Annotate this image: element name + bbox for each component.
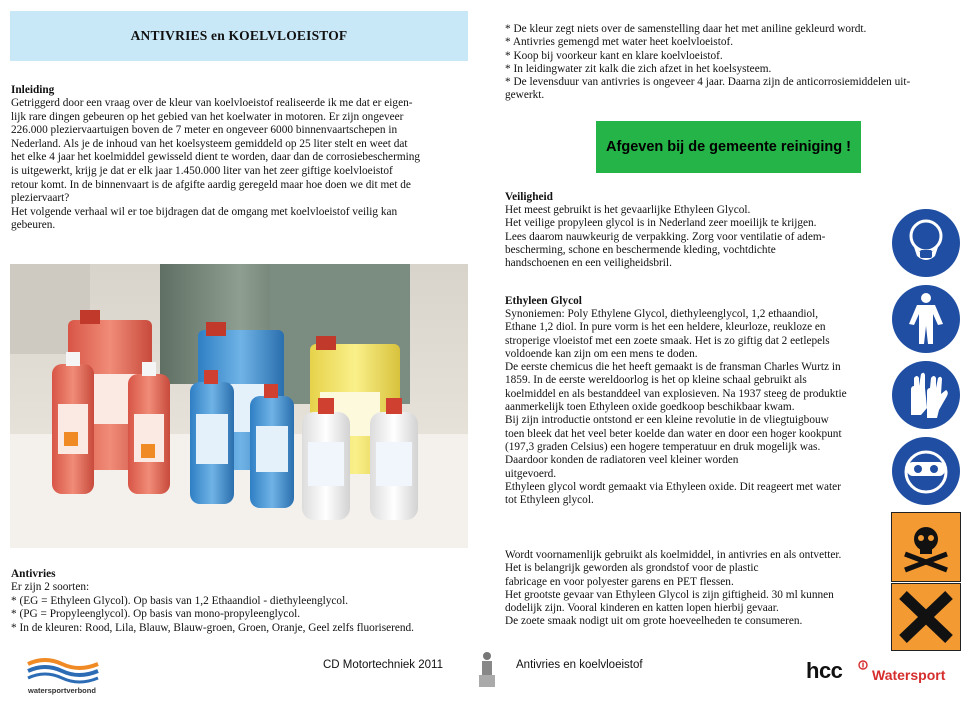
fact-line: * Antivries gemengd met water heet koelvloeistof.	[505, 36, 734, 49]
intro-line: lijk rare dingen gebeuren op het gebied van het koelwater in motoren. Er zijn ongeveer	[11, 110, 404, 123]
veiligheid-line: Het veilige propyleen glycol is in Nederland zeer moeilijk te krijgen.	[505, 217, 817, 230]
ethyleen-line: De eerste chemicus die het heeft gemaakt is de fransman Charles Wurtz in	[505, 361, 841, 374]
intro-line: retour komt. In de binnenvaart is de afgifte aardig geregeld maar hoe doen we dit met de	[11, 178, 411, 191]
ethyleen-line: toen bleek dat het veel beter koelde dan water en door een hoger kookpunt	[505, 427, 842, 440]
toxic-skull-icon	[891, 512, 961, 582]
antivries-heading: Antivries	[11, 568, 56, 580]
hcc-mark-icon	[858, 660, 868, 670]
watersportverbond-label: watersportverbond	[28, 686, 96, 695]
hcc-logo-text: hcc	[806, 658, 843, 683]
ethyleen-line: Daardoor konden de radiatoren veel kleiner worden	[505, 454, 739, 467]
antivries-line: * In de kleuren: Rood, Lila, Blauw, Blauw-groen, Groen, Oranje, Geel zelfs fluoriserend.	[11, 621, 415, 634]
gloves-icon	[891, 360, 961, 430]
ethyleen-line: Ethyleen glycol wordt gemaakt via Ethyleen oxide. Dit reageert met water	[505, 480, 841, 493]
respirator-mask-icon	[891, 208, 961, 278]
intro-body	[11, 97, 471, 233]
veiligheid-line: handschoenen en een veiligheidsbril.	[505, 257, 672, 270]
harmful-cross-icon	[891, 583, 961, 651]
figure-emblem-icon	[476, 650, 498, 690]
veiligheid-line: Het meest gebruikt is het gevaarlijke Ethyleen Glycol.	[505, 204, 751, 216]
veiligheid-section	[505, 190, 885, 270]
ethyleen-usage-line: De zoete smaak nodigt uit om grote hoeveelheden te consumeren.	[505, 615, 803, 628]
intro-line: 226.000 pleziervaartuigen boven de 7 meter en ongeveer 6000 binnenvaartschepen in	[11, 124, 398, 137]
intro-line: pleziervaart?	[11, 192, 70, 205]
facts-list	[505, 23, 960, 103]
ethyleen-line: Ethane 1,2 diol. In pure vorm is het een heldere, kleurloze, reukloze en	[505, 321, 826, 334]
antivries-line: Er zijn 2 soorten:	[11, 581, 90, 593]
ethyleen-usage-line: Wordt voornamenlijk gebruikt als koelmiddel, in antivries en als ontvetter.	[505, 549, 842, 561]
ethyleen-usage-line: Het is belangrijk geworden als grondstof voor de plastic	[505, 562, 759, 575]
ethyleen-heading: Ethyleen Glycol	[505, 295, 582, 307]
intro-line: is uitgewerkt, krijg je dat er elk jaar 1.450.000 liter van het zeer giftige koelvloeistof	[11, 164, 393, 177]
antifreeze-products-photo	[10, 264, 468, 548]
disposal-callout	[596, 121, 861, 173]
fact-line: * De kleur zegt niets over de samenstelling daar het met aniline gekleurd wordt.	[505, 23, 867, 35]
fact-line: * Koop bij voorkeur kant en klare koelvloeistof.	[505, 49, 723, 62]
antivries-line: * (EG = Ethyleen Glycol). Op basis van 1,2 Ethaandiol - diethyleenglycol.	[11, 594, 349, 607]
intro-section	[11, 83, 471, 233]
fact-line: * In leidingwater zit kalk die zich afzet in het koelsysteem.	[505, 62, 772, 75]
watersportverbond-waves-logo	[20, 656, 120, 684]
ethyleen-line: aanmerkelijk toen Ethyleen oxide goedkoop beschikbaar kwam.	[505, 401, 795, 414]
ethyleen-usage-line: Het grootste gevaar van Ethyleen Glycol is zijn giftigheid. 30 ml kunnen	[505, 588, 834, 601]
ethyleen-line: (197,3 graden Celsius) een hogere temperatuur en druk mogelijk was.	[505, 440, 821, 453]
fact-line: * De levensduur van antivries is ongeveer 4 jaar. Daarna zijn de anticorrosiemiddelen uit-	[505, 76, 911, 89]
safety-goggles-icon	[891, 436, 961, 506]
ethyleen-usage	[505, 549, 889, 629]
intro-heading: Inleiding	[11, 84, 55, 96]
antivries-section	[11, 567, 476, 635]
intro-line: gebeuren.	[11, 219, 56, 232]
intro-line: het elke 4 jaar het koelmiddel gewisseld dient te worden, daar dan de corrosiebescherming	[11, 151, 421, 164]
disposal-callout-text: Afgeven bij de gemeente reiniging !	[606, 139, 851, 155]
veiligheid-line: Lees daarom nauwkeurig de verpakking. Zorg voor ventilatie of adem-	[505, 230, 826, 243]
hcc-watersport-text: Watersport	[872, 667, 946, 683]
ethyleen-line: Bij zijn introductie ontstond er een kleine revolutie in de vliegtuigbouw	[505, 414, 829, 427]
ethyleen-line: voldoende kan zijn om een mens te doden.	[505, 347, 698, 360]
ethyleen-line: tot Ethyleen glycol.	[505, 494, 594, 507]
title-banner	[10, 11, 468, 61]
intro-line: Nederland. Als je de inhoud van het koelsysteem gemiddeld op 25 liter stelt en weet dat	[11, 137, 408, 150]
ethyleen-line: uitgevoerd.	[505, 467, 557, 480]
veiligheid-heading: Veiligheid	[505, 191, 553, 203]
ethyleen-line: Synoniemen: Poly Ethylene Glycol, diethyleenglycol, 1,2 ethaandiol,	[505, 308, 819, 320]
ethyleen-line: 1859. In de eerste wereldoorlog is het op kleine schaal gebruikt als	[505, 374, 807, 387]
protective-clothing-icon	[891, 284, 961, 354]
veiligheid-line: bescherming, schone en beschermende kleding, vochtdichte	[505, 243, 776, 256]
ethyleen-usage-line: dodelijk zijn. Vooral kinderen en katten lopen hierbij gevaar.	[505, 602, 779, 615]
intro-line: Het volgende verhaal wil er toe bijdragen dat de omgang met koelvloeistof veilig kan	[11, 205, 398, 218]
page-title: ANTIVRIES en KOELVLOEISTOF	[130, 28, 348, 43]
ethyleen-usage-line: fabricage en voor polyester garens en PET flessen.	[505, 575, 734, 588]
footer-credit: CD Motortechniek 2011	[323, 659, 443, 671]
fact-line: gewerkt.	[505, 89, 545, 102]
antivries-line: * (PG = Propyleenglycol). Op basis van mono-propyleenglycol.	[11, 608, 301, 621]
ethyleen-section	[505, 294, 889, 507]
intro-line: Getriggerd door een vraag over de kleur van koelvloeistof realiseerde ik me dat er eigen-	[11, 97, 413, 109]
footer-document-title: Antivries en koelvloeistof	[516, 659, 643, 671]
ethyleen-line: koelmiddel en als bestanddeel van explosieven. Na 1937 steeg de produktie	[505, 387, 847, 400]
ethyleen-line: stroperige vloeistof met een zoete smaak. Het is zo giftig dat 2 eetlepels	[505, 334, 830, 347]
